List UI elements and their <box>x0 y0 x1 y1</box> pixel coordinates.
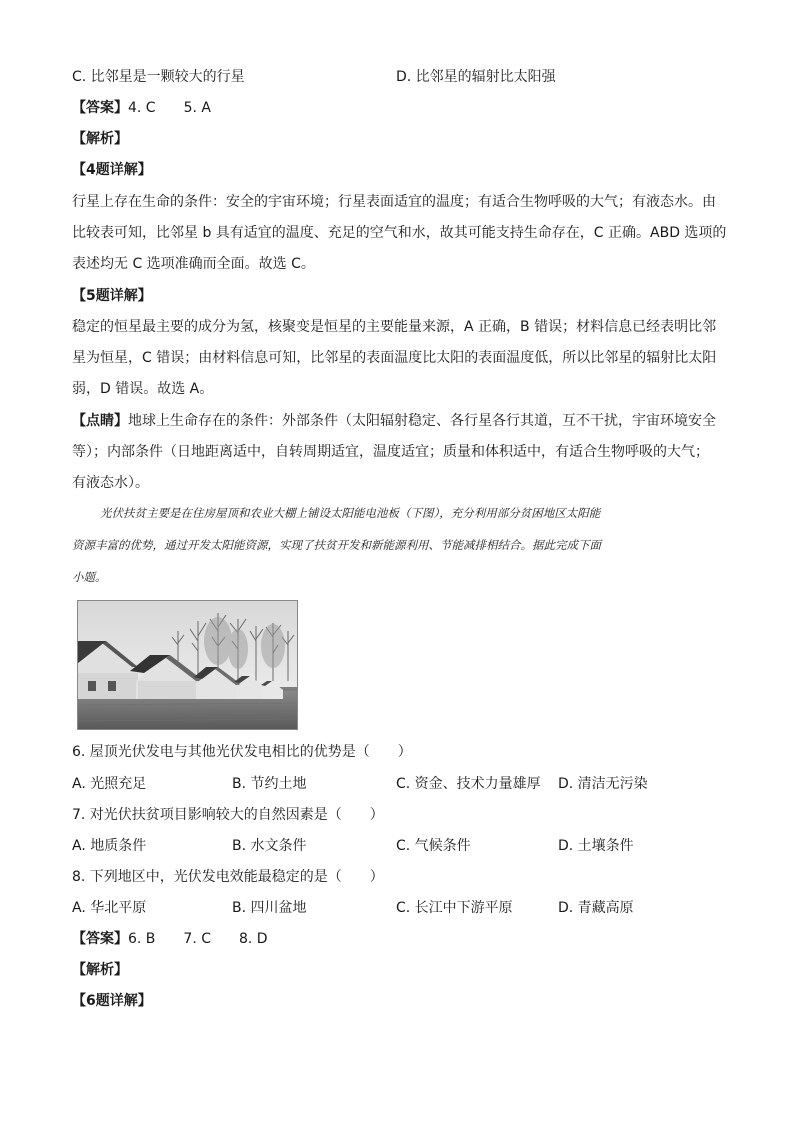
answer-line-2 <box>72 929 268 949</box>
q5-option-c: C. 比邻星是一颗较大的行星 <box>72 69 245 85</box>
question-option: D. 土壤条件 <box>558 838 634 854</box>
q4-detail-heading: 【4题详解】 <box>72 162 152 178</box>
q5-detail-line: 稳定的恒星最主要的成分为氢，核聚变是恒星的主要能量来源，A 正确，B 错误；材料信息已经表明比邻 <box>72 319 717 335</box>
analysis-tag: 【解析】 <box>72 131 128 147</box>
q4-detail-line: 表述均无 C 选项准确而全面。故选 C。 <box>72 256 315 272</box>
tip-line: 有液态水）。 <box>72 475 149 491</box>
question-option: C. 资金、技术力量雄厚 <box>396 776 541 792</box>
tip-line: 等）；内部条件（日地距离适中，自转周期适宜，温度适宜；质量和体积适中，有适合生物呼吸的大气； <box>72 444 709 460</box>
question-option: D. 清洁无污染 <box>558 776 648 792</box>
question-option: A. 华北平原 <box>72 900 147 916</box>
q5-detail-line: 星为恒星，C 错误；由材料信息可知，比邻星的表面温度比太阳的表面温度低，所以比邻星的辐射比太阳 <box>72 350 717 366</box>
question-stem: 6. 屋顶光伏发电与其他光伏发电相比的优势是（ ） <box>72 744 412 760</box>
question-option: C. 气候条件 <box>396 838 471 854</box>
answer-tag: 【答案】 <box>72 100 128 116</box>
tip-tag: 【点睛】 <box>72 413 128 429</box>
question-option: B. 节约土地 <box>232 776 307 792</box>
tip-line <box>72 411 716 431</box>
tip-text: 地球上生命存在的条件：外部条件（太阳辐射稳定、各行星各行其道，互不干扰，宇宙环境安全 <box>128 413 716 429</box>
q6-detail-heading: 【6题详解】 <box>72 993 152 1009</box>
answer-text: 6. B 7. C 8. D <box>128 931 268 947</box>
question-option: D. 青藏高原 <box>558 900 634 916</box>
question-option: C. 长江中下游平原 <box>396 900 513 916</box>
answer-line-1 <box>72 98 211 118</box>
question-stem: 7. 对光伏扶贫项目影响较大的自然因素是（ ） <box>72 807 384 823</box>
q4-detail-line: 比较表可知，比邻星 b 具有适宜的温度、充足的空气和水，故其可能支持生命存在，C 正确。ABD 选项的 <box>72 225 727 241</box>
q5-detail-heading: 【5题详解】 <box>72 288 152 304</box>
passage-line: 光伏扶贫主要是在住房屋顶和农业大棚上铺设太阳能电池板（下图），充分利用部分贫困地区太阳能 <box>100 506 601 520</box>
q5-option-d: D. 比邻星的辐射比太阳强 <box>396 69 556 85</box>
question-option: A. 地质条件 <box>72 838 147 854</box>
material-passage <box>72 497 724 593</box>
passage-line: 小题。 <box>72 570 107 584</box>
question-stem: 8. 下列地区中，光伏发电效能最稳定的是（ ） <box>72 869 384 885</box>
question-option: B. 四川盆地 <box>232 900 307 916</box>
answer-tag: 【答案】 <box>72 931 128 947</box>
question-option: B. 水文条件 <box>232 838 307 854</box>
question-option: A. 光照充足 <box>72 776 147 792</box>
q4-detail-line: 行星上存在生命的条件：安全的宇宙环境；行星表面适宜的温度；有适合生物呼吸的大气；有液态水。由 <box>72 194 716 210</box>
answer-text: 4. C 5. A <box>128 100 211 116</box>
solar-roof-photo <box>77 600 298 730</box>
q5-detail-line: 弱，D 错误。故选 A。 <box>72 381 214 397</box>
passage-line: 资源丰富的优势，通过开发太阳能资源，实现了扶贫开发和新能源利用、节能减排相结合。据此完成下面 <box>72 538 601 552</box>
analysis-tag: 【解析】 <box>72 962 128 978</box>
